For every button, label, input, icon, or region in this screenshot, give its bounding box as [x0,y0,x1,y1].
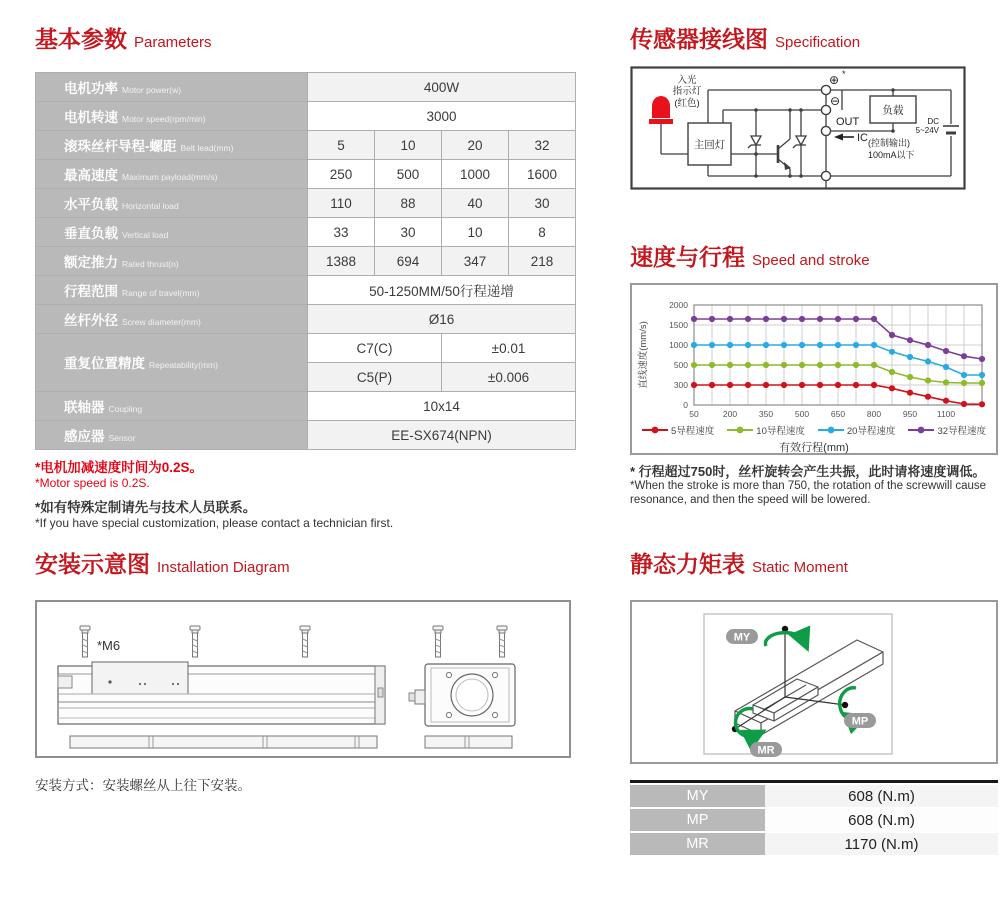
svg-text:200: 200 [722,409,738,419]
static-moment-section-title [630,551,848,581]
param-label-zh: 垂直负载 [64,225,118,241]
series-point-2 [799,342,805,348]
param-label-zh: 联轴器 [64,399,105,415]
speed-stroke-title-en: Speed and stroke [752,252,870,269]
series-point-1 [745,362,751,368]
series-point-1 [727,362,733,368]
legend-label: 5导程速度 [670,425,715,437]
param-value-cell: 1000 [442,160,509,189]
param-value-cell: 250 [308,160,375,189]
svg-text:1500: 1500 [669,320,688,330]
series-point-3 [961,353,967,359]
static-moment-table [630,780,998,857]
parameters-table-row [36,421,576,450]
param-label-en: Repeatability(mm) [149,360,218,370]
series-point-3 [871,316,877,322]
installation-title-zh: 安装示意图 [35,551,150,577]
series-point-3 [817,316,823,322]
moment-label-cell: MY [630,785,765,807]
series-point-1 [853,362,859,368]
series-point-2 [817,342,823,348]
legend-label: 32导程速度 [937,425,987,437]
param-label-zh: 重复位置精度 [64,356,145,371]
param-value-cell: EE-SX674(NPN) [308,421,576,450]
series-point-1 [709,362,715,368]
series-point-1 [799,362,805,368]
param-value-cell: 694 [375,247,442,276]
chart-y-tick-labels [669,300,688,410]
mp-axis-dot [842,702,848,708]
installation-section-title [35,551,290,581]
mr-badge: MR [757,744,775,757]
mounting-base-plates [70,736,512,748]
note-motor-speed-en: *Motor speed is 0.2S. [35,476,150,490]
svg-text:1100: 1100 [936,409,956,419]
mounting-screws-icons [80,626,507,657]
series-point-0 [889,385,895,391]
series-point-3 [979,356,985,362]
static-moment-title-zh: 静态力矩表 [630,551,745,577]
parameters-table [35,72,576,450]
param-value-cell: 1388 [308,247,375,276]
series-point-3 [907,337,913,343]
param-value-cell: 50-1250MM/50行程递增 [308,276,576,305]
my-badge: MY [733,631,751,644]
series-point-0 [763,382,769,388]
series-point-3 [727,316,733,322]
series-point-1 [961,380,967,386]
led-label-line1: 入光 [677,75,697,86]
note-customization-zh: *如有特殊定制请先与技术人员联系。 [35,500,257,515]
svg-text:650: 650 [830,409,846,419]
moment-value-cell: 1170 (N.m) [765,833,998,855]
param-label-zh: 最高速度 [64,167,118,183]
param-value-cell: 40 [442,189,509,218]
series-point-2 [925,358,931,364]
param-label-cell [36,247,308,276]
param-value-cell: 32 [509,131,576,160]
speed-stroke-note [630,464,1000,507]
main-box-label: 主回灯 [693,139,726,151]
param-label-en: Screw diameter(mm) [122,316,201,327]
legend-item-1 [727,423,805,437]
legend-label: 10导程速度 [756,425,805,437]
svg-text:500: 500 [673,360,688,370]
series-point-0 [943,398,949,404]
speed-note-en: *When the stroke is more than 750, the rotation of the screwwill cause resonance, and then the speed will be lowered. [630,480,987,506]
param-value-cell: 10 [442,218,509,247]
legend-item-2 [818,423,896,437]
moment-table-row [630,833,998,855]
series-point-1 [889,369,895,375]
param-value-cell: 500 [375,160,442,189]
series-point-2 [979,372,985,378]
param-label-en: Motor speed(rpm/min) [122,113,206,124]
load-label: 负载 [882,104,904,117]
parameters-title-en: Parameters [134,34,212,51]
series-point-3 [691,316,697,322]
param-label-zh: 滚珠丝杆导程-螺距 [64,138,177,154]
led-label-line2: 指示灯 [672,86,702,97]
param-label-cell [36,421,308,450]
param-value-cell: 30 [375,218,442,247]
param-label-en: Vertical load [122,229,169,240]
series-point-2 [763,342,769,348]
svg-text:0: 0 [683,400,688,410]
parameters-table-row [36,73,576,102]
param-label-en: Maximum payload(mm/s) [122,171,218,182]
series-point-3 [799,316,805,322]
plus-terminal-note: * [842,69,846,79]
dc-label: DC [927,117,939,126]
param-value-cell: 400W [308,73,576,102]
series-point-2 [871,342,877,348]
svg-text:950: 950 [902,409,918,419]
param-value-cell: 10 [375,131,442,160]
static-moment-diagram [630,600,998,764]
speed-stroke-chart [630,283,998,455]
minus-terminal-label: ⊖ [829,94,841,108]
series-point-1 [907,374,913,380]
series-point-2 [889,349,895,355]
param-value-cell: ±0.01 [442,334,576,363]
series-point-0 [691,382,697,388]
param-label-cell [36,73,308,102]
note-motor-speed-zh: *电机加减速度时间为0.2S。 [35,460,204,475]
param-value-cell: ±0.006 [442,363,576,392]
sensor-wiring-svg [630,66,966,190]
chart-legend [632,423,996,436]
param-value-cell: 10x14 [308,392,576,421]
series-point-0 [817,382,823,388]
param-label-zh: 水平负载 [64,196,118,212]
param-label-zh: 丝杆外径 [64,312,118,328]
series-point-2 [961,372,967,378]
svg-text:800: 800 [866,409,882,419]
series-point-2 [781,342,787,348]
param-value-cell: C5(P) [308,363,442,392]
moment-value-cell: 608 (N.m) [765,809,998,831]
series-point-0 [727,382,733,388]
out-label: OUT [836,116,860,128]
series-point-1 [979,380,985,386]
speed-stroke-title-zh: 速度与行程 [630,244,745,270]
motor-end-view [409,664,515,726]
param-value-cell: C7(C) [308,334,442,363]
param-label-en: Range of travel(mm) [122,287,200,298]
param-label-en: Motor power(w) [122,84,182,95]
param-label-cell [36,218,308,247]
parameters-section-title [35,26,212,56]
series-point-2 [835,342,841,348]
series-point-1 [871,362,877,368]
series-point-0 [871,382,877,388]
param-label-zh: 电机转速 [64,109,118,125]
param-value-cell: 20 [442,131,509,160]
parameters-table-row [36,334,576,363]
moment-table-row [630,809,998,831]
legend-item-0 [642,423,714,437]
series-point-0 [781,382,787,388]
legend-marker-icon [727,425,753,435]
dc-voltage-label: 5~24V [915,126,939,135]
moment-table-row [630,785,998,807]
moment-label-cell: MR [630,833,765,855]
led-label-line3: (红色) [674,98,700,109]
installation-diagram-svg [37,602,569,756]
series-point-3 [763,316,769,322]
param-label-cell [36,392,308,421]
param-value-cell: 1600 [509,160,576,189]
parameters-table-row [36,102,576,131]
param-label-cell [36,334,308,392]
param-value-cell: 347 [442,247,509,276]
series-point-2 [745,342,751,348]
legend-item-3 [908,423,986,437]
param-label-cell [36,160,308,189]
parameters-table-row [36,392,576,421]
static-moment-svg [632,602,996,760]
series-point-1 [835,362,841,368]
legend-marker-icon [642,425,668,435]
param-label-en: Horizontal load [122,200,179,211]
param-value-cell: 110 [308,189,375,218]
series-point-1 [943,379,949,385]
parameters-table-row [36,305,576,334]
series-point-3 [835,316,841,322]
series-point-2 [943,364,949,370]
speed-note-zh: * 行程超过750时，丝杆旋转会产生共振，此时请将速度调低。 [630,464,986,479]
parameters-table-row [36,160,576,189]
series-point-0 [961,401,967,407]
installation-diagram [35,600,571,758]
param-value-cell: 88 [375,189,442,218]
sensor-wiring-diagram [630,66,966,195]
parameters-table-row [36,276,576,305]
series-point-3 [745,316,751,322]
parameters-table-row [36,189,576,218]
svg-text:2000: 2000 [669,300,688,310]
param-label-en: Coupling [108,403,143,414]
series-point-0 [907,390,913,396]
legend-label: 20导程速度 [846,425,896,437]
mp-badge: MP [851,715,869,728]
parameters-table-row [36,218,576,247]
wiring-title-en: Specification [775,34,861,51]
series-point-0 [853,382,859,388]
series-point-1 [763,362,769,368]
series-point-1 [781,362,787,368]
svg-text:500: 500 [794,409,810,419]
param-label-cell [36,305,308,334]
series-point-3 [943,348,949,354]
series-point-3 [853,316,859,322]
param-label-cell [36,276,308,305]
note-customization-en: *If you have special customization, please contact a technician first. [35,516,394,530]
plus-terminal-label: ⊕ [828,73,840,87]
wiring-section-title [630,26,860,56]
svg-text:1000: 1000 [669,340,688,350]
control-output-label: (控制输出) [868,138,910,148]
series-point-2 [709,342,715,348]
param-label-zh: 额定推力 [64,254,118,270]
param-label-zh: 电机功率 [64,80,118,96]
current-limit-label: 100mA以下 [868,150,915,160]
series-point-0 [799,382,805,388]
param-value-cell: 33 [308,218,375,247]
series-point-0 [709,382,715,388]
param-value-cell: 3000 [308,102,576,131]
series-point-0 [835,382,841,388]
svg-text:350: 350 [758,409,774,419]
parameters-table-row [36,247,576,276]
chart-y-axis-label: 直线速度(mm/s) [638,321,649,389]
series-point-1 [817,362,823,368]
param-value-cell: 218 [509,247,576,276]
rail-side-view [58,662,385,724]
param-label-en: Rated thrust(n) [122,258,179,269]
param-label-en: Sensor [108,432,136,443]
series-point-3 [889,332,895,338]
moment-label-cell: MP [630,809,765,831]
ic-label: IC [857,132,868,144]
speed-stroke-chart-svg [632,285,996,423]
series-point-2 [907,354,913,360]
installation-caption: 安装方式：安装螺丝从上往下安装。 [35,778,251,793]
param-label-zh: 行程范围 [64,283,118,299]
series-point-0 [979,401,985,407]
installation-title-en: Installation Diagram [157,559,290,576]
speed-stroke-section-title [630,244,870,274]
series-point-3 [925,342,931,348]
param-label-cell [36,102,308,131]
param-label-zh: 感应器 [64,428,105,444]
svg-text:50: 50 [689,409,699,419]
parameters-table-row [36,131,576,160]
legend-marker-icon [818,425,844,435]
screw-size-label: *M6 [97,638,121,653]
parameters-title-zh: 基本参数 [35,26,127,52]
param-label-cell [36,189,308,218]
param-value-cell: Ø16 [308,305,576,334]
parameters-notes [35,460,393,531]
moment-value-cell: 608 (N.m) [765,785,998,807]
series-point-2 [727,342,733,348]
series-point-1 [691,362,697,368]
series-point-0 [925,394,931,400]
series-point-2 [691,342,697,348]
series-point-3 [709,316,715,322]
series-point-3 [781,316,787,322]
series-point-2 [853,342,859,348]
param-value-cell: 30 [509,189,576,218]
series-point-1 [925,377,931,383]
param-label-cell [36,131,308,160]
series-point-0 [745,382,751,388]
param-value-cell: 5 [308,131,375,160]
param-value-cell: 8 [509,218,576,247]
wiring-title-zh: 传感器接线图 [630,26,768,52]
chart-x-tick-labels [689,409,955,419]
svg-text:300: 300 [673,380,688,390]
static-moment-title-en: Static Moment [752,559,848,576]
chart-x-axis-label: 有效行程(mm) [779,442,849,454]
param-label-en: Belt lead(mm) [180,142,234,153]
legend-marker-icon [908,425,934,435]
